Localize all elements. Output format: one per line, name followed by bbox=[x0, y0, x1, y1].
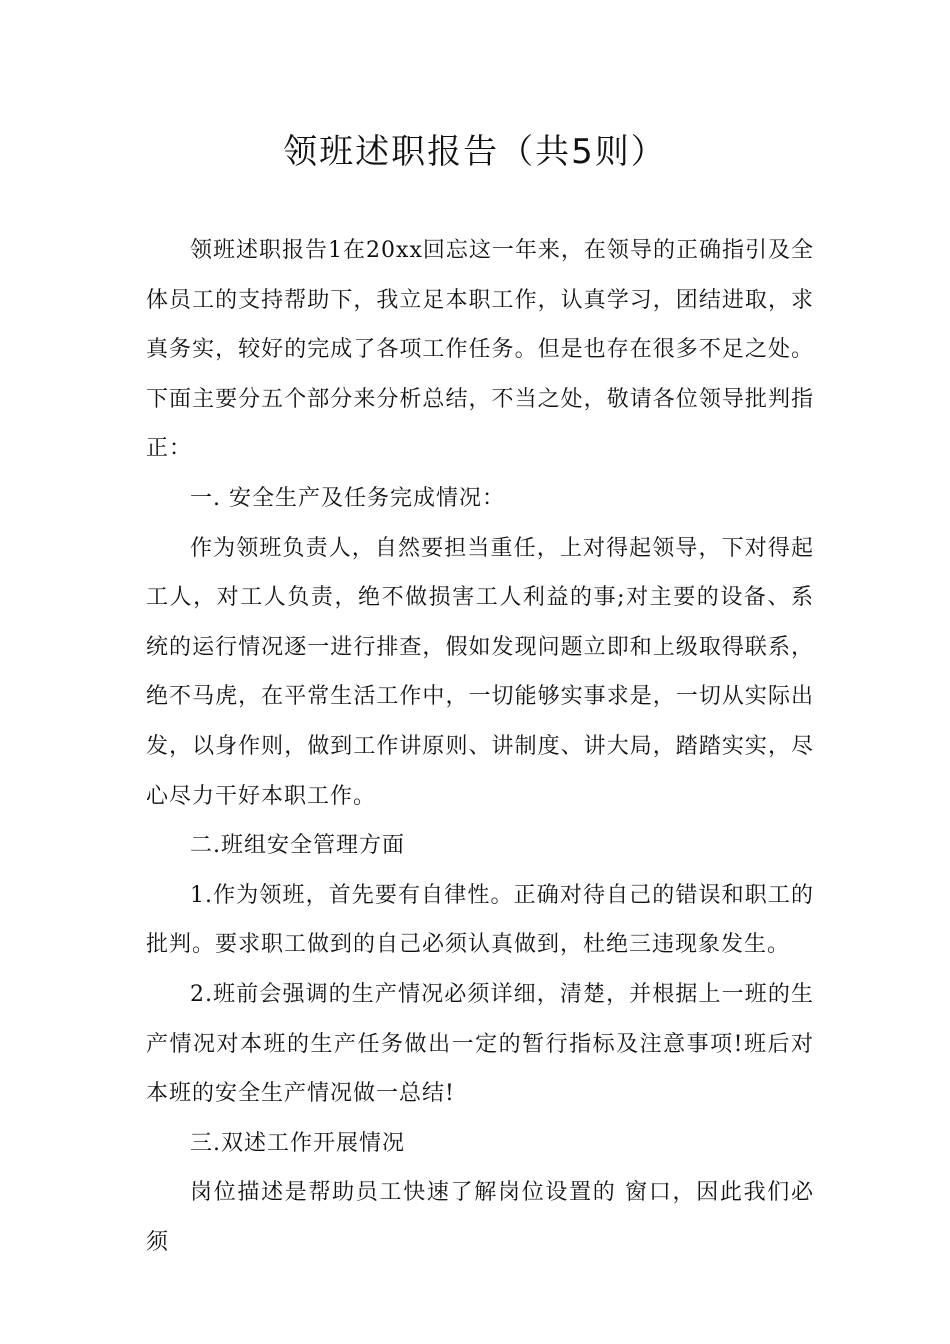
document-body bbox=[146, 226, 814, 1267]
section-heading-dual-description: 三.双述工作开展情况 bbox=[190, 1130, 405, 1156]
section-heading-team-safety: 二.班组安全管理方面 bbox=[190, 833, 405, 859]
paragraph-intro: 领班述职报告1在20xx回忘这一年来，在领导的正确指引及全体员工的支持帮助下，我立足本职工作，认真学习，团结进取，求真务实，较好的完成了各项工作任务。但是也存在很多不足之处。下面主要分五个部分来分析总结，不当之处，敬请各位领导批判指正： bbox=[146, 238, 814, 462]
paragraph-item-2: 2.班前会强调的生产情况必须详细，清楚，并根据上一班的生产情况对本班的生产任务做出一定的暂行指标及注意事项!班后对本班的安全生产情况做一总结! bbox=[146, 981, 814, 1107]
paragraph-safety: 作为领班负责人，自然要担当重任，上对得起领导，下对得起工人，对工人负责，绝不做损害工人利益的事;对主要的设备、系统的运行情况逐一进行排查，假如发现问题立即和上级取得联系，绝不马虎，在平常生活工作中，一切能够实事求是，一切从实际出发，以身作则，做到工作讲原则、讲制度、讲大局，踏踏实实，尽心尽力干好本职工作。 bbox=[146, 535, 814, 809]
paragraph-item-1: 1.作为领班，首先要有自律性。正确对待自己的错误和职工的批判。要求职工做到的自己必须认真做到，杜绝三违现象发生。 bbox=[146, 882, 814, 958]
section-heading-safety: 一. 安全生产及任务完成情况： bbox=[190, 485, 505, 511]
paragraph-job-description: 岗位描述是帮助员工快速了解岗位设置的 窗口，因此我们必须 bbox=[146, 1180, 814, 1255]
document-title: 领班述职报告（共5则） bbox=[283, 132, 667, 172]
